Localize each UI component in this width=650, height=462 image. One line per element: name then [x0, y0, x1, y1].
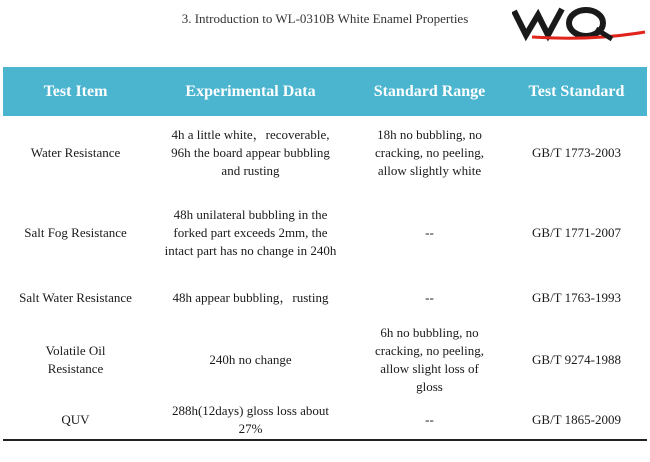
- cell-line: --: [425, 289, 434, 305]
- cell-line: intact part has no change in 240h: [164, 242, 337, 258]
- standard-range-cell: [353, 190, 506, 275]
- experimental-data-cell: [148, 400, 353, 440]
- cell-line: allow slight loss of: [380, 361, 479, 376]
- cell-line: 27%: [238, 420, 263, 436]
- cell-line: 48h appear bubbling，rusting: [172, 289, 329, 305]
- wq-logo: [512, 5, 647, 45]
- test-standard-cell: GB/T 1865-2009: [506, 400, 647, 440]
- test-item-cell: [3, 275, 148, 320]
- test-item-cell: [3, 116, 148, 190]
- cell-line: 48h unilateral bubbling in the: [173, 206, 328, 222]
- cell-line: 18h no bubbling, no: [377, 127, 482, 142]
- cell-line: QUV: [61, 411, 90, 427]
- experimental-data-cell: [148, 116, 353, 190]
- column-header: Test Item: [43, 82, 108, 100]
- cell-line: and rusting: [221, 163, 280, 178]
- experimental-data-cell: [148, 275, 353, 320]
- test-standard-cell: GB/T 1773-2003: [532, 145, 621, 160]
- standard-range-cell: [353, 116, 506, 190]
- test-standard-cell: GB/T 9274-1988: [532, 352, 621, 367]
- cell-line: Water Resistance: [30, 145, 121, 160]
- cell-line: Salt Water Resistance: [19, 289, 132, 305]
- table-header-row: [3, 67, 647, 116]
- table-row: [3, 190, 647, 275]
- table-row: [3, 400, 647, 440]
- test-standard-cell: GB/T 1763-1993: [532, 289, 621, 305]
- cell-line: Volatile Oil: [45, 343, 106, 358]
- cell-line: 288h(12days) gloss loss about: [171, 402, 330, 418]
- cell-line: 96h the board appear bubbling: [171, 145, 330, 160]
- test-item-cell: [3, 320, 148, 400]
- table-row: [3, 116, 647, 190]
- experimental-data-cell: [148, 190, 353, 275]
- cell-line: 6h no bubbling, no: [380, 325, 479, 340]
- cell-line: cracking, no peeling,: [374, 343, 484, 358]
- page-title: 3. Introduction to WL-0310B White Enamel Properties: [181, 11, 469, 26]
- standard-range-cell: [353, 275, 506, 320]
- properties-table: [3, 67, 647, 441]
- column-header: Test Standard: [528, 82, 625, 100]
- column-header: Standard Range: [373, 82, 486, 100]
- column-header: Experimental Data: [185, 82, 316, 100]
- standard-range-cell: [353, 320, 506, 400]
- cell-line: Resistance: [47, 361, 104, 376]
- cell-line: forked part exceeds 2mm, the: [173, 224, 328, 240]
- table-row: [3, 275, 647, 320]
- cell-line: gloss: [416, 379, 443, 394]
- cell-line: 4h a little white，recoverable,: [171, 127, 330, 142]
- cell-line: 240h no change: [209, 352, 292, 367]
- cell-line: Salt Fog Resistance: [24, 224, 127, 240]
- test-standard-cell: GB/T 1771-2007: [532, 224, 621, 240]
- cell-line: cracking, no peeling,: [374, 145, 484, 160]
- cell-line: allow slightly white: [377, 163, 482, 178]
- test-item-cell: [3, 190, 148, 275]
- table-row: [3, 320, 647, 400]
- standard-range-cell: [353, 400, 506, 440]
- test-item-cell: [3, 400, 148, 440]
- cell-line: --: [425, 411, 434, 427]
- experimental-data-cell: [148, 320, 353, 400]
- cell-line: --: [425, 224, 434, 240]
